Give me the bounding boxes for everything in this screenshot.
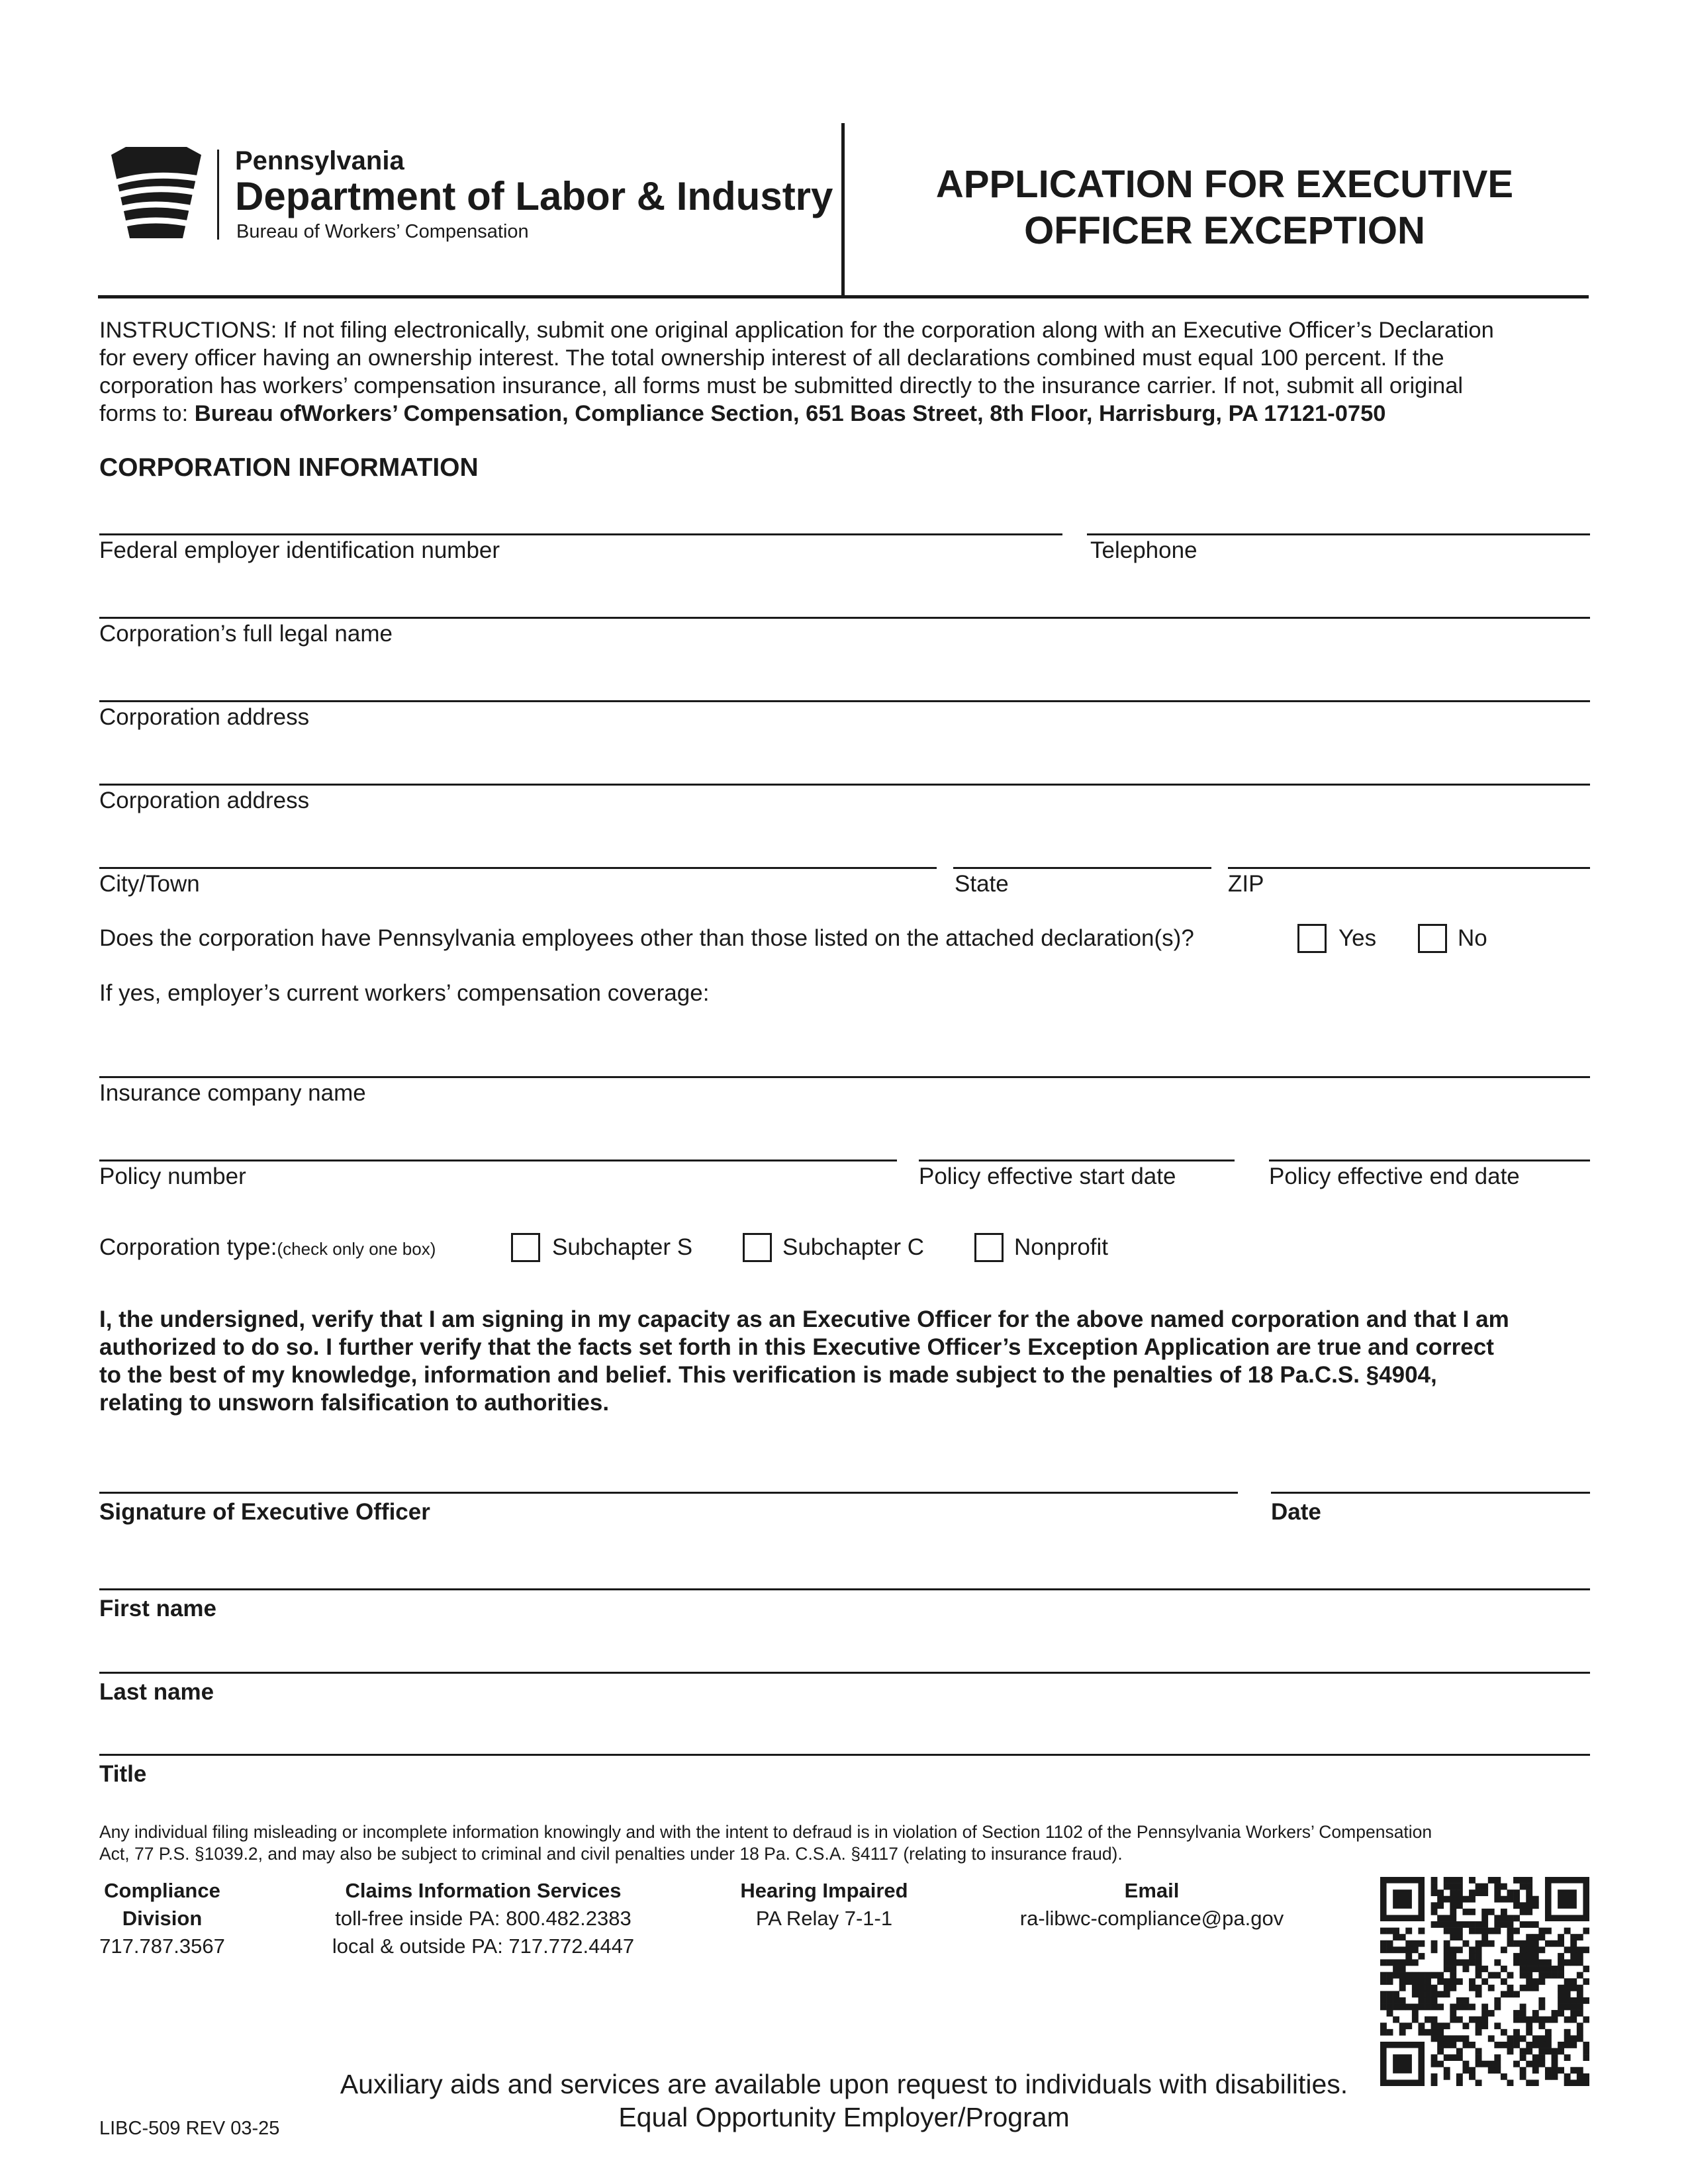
- form-title-line2: OFFICER EXCEPTION: [1024, 209, 1425, 252]
- first-name-line: [99, 1588, 1590, 1590]
- fraud-disclaimer: [99, 1821, 1432, 1865]
- instructions-line2: for every officer having an ownership interest. The total ownership interest of all declarations combined must equal 100 percent. If the: [99, 345, 1444, 371]
- telephone-label: Telephone: [1090, 537, 1197, 563]
- contact-hearing: [715, 1877, 933, 1933]
- subchapter-s-label: Subchapter S: [552, 1234, 693, 1260]
- fraud-disclaimer-line2: Act, 77 P.S. §1039.2, and may also be subject to criminal and civil penalties under 18 Pa. C.S.A. §4117 (relating to insurance fraud).: [99, 1844, 1123, 1864]
- insurer-input[interactable]: [99, 1043, 1593, 1077]
- org-bureau: Bureau of Workers’ Compensation: [236, 221, 529, 242]
- corporation-type-label: [99, 1234, 436, 1263]
- address1-input[interactable]: [99, 667, 1593, 702]
- legal-name-input[interactable]: [99, 584, 1593, 618]
- org-department: Department of Labor & Industry: [235, 174, 833, 218]
- fraud-disclaimer-line1: Any individual filing misleading or incomplete information knowingly and with the intent to defraud is in violation of Section 1102 of the Pennsylvania Workers’ Compensation: [99, 1822, 1432, 1842]
- last-name-line: [99, 1672, 1590, 1674]
- employees-yes-checkbox[interactable]: [1297, 924, 1327, 953]
- hearing-relay: PA Relay 7-1-1: [755, 1907, 893, 1930]
- address2-line: [99, 784, 1590, 786]
- city-input[interactable]: [99, 834, 939, 868]
- contact-compliance: [83, 1877, 242, 1960]
- state-label: State: [955, 871, 1009, 897]
- insurer-label: Insurance company name: [99, 1080, 366, 1106]
- coverage-prompt: If yes, employer’s current workers’ compensation coverage:: [99, 980, 710, 1006]
- signature-input[interactable]: [99, 1459, 1241, 1493]
- nonprofit-label: Nonprofit: [1014, 1234, 1109, 1260]
- date-input[interactable]: [1271, 1459, 1593, 1493]
- employees-yes-label: Yes: [1338, 925, 1377, 951]
- auxiliary-aids-notice: Auxiliary aids and services are available upon request to individuals with disabilities.: [340, 2069, 1348, 2099]
- policy-end-line: [1269, 1160, 1590, 1161]
- bureau-address: Bureau ofWorkers’ Compensation, Compliance Section, 651 Boas Street, 8th Floor, Harrisburg, PA 17121-0750: [194, 401, 1386, 426]
- subchapter-c-checkbox[interactable]: [743, 1233, 772, 1262]
- policy-start-input[interactable]: [919, 1126, 1237, 1161]
- claims-toll-free: toll-free inside PA: 800.482.2383: [335, 1907, 632, 1930]
- policy-number-label: Policy number: [99, 1163, 246, 1189]
- subchapter-s-checkbox[interactable]: [511, 1233, 540, 1262]
- email-title: Email: [1124, 1879, 1180, 1902]
- title-line: [99, 1754, 1590, 1756]
- qr-code-icon: [1380, 1877, 1589, 2086]
- verification-line1: I, the undersigned, verify that I am signing in my capacity as an Executive Officer for the above named corporation and that I am: [99, 1306, 1509, 1332]
- section-title-corporation: CORPORATION INFORMATION: [99, 453, 479, 482]
- corporation-type-note: (check only one box): [277, 1239, 436, 1259]
- signature-line: [99, 1492, 1238, 1494]
- logo-divider: [217, 150, 219, 240]
- compliance-title-1: Compliance: [104, 1879, 220, 1902]
- employees-question: Does the corporation have Pennsylvania employees other than those listed on the attached declaration(s)?: [99, 925, 1194, 951]
- instructions: [99, 316, 1590, 428]
- verification-line4: relating to unsworn falsification to authorities.: [99, 1390, 610, 1416]
- header-vertical-divider: [841, 123, 845, 296]
- insurer-line: [99, 1076, 1590, 1078]
- corporation-type-text: Corporation type:: [99, 1234, 277, 1260]
- policy-start-line: [919, 1160, 1235, 1161]
- date-line: [1271, 1492, 1590, 1494]
- address2-label: Corporation address: [99, 788, 310, 813]
- last-name-input[interactable]: [99, 1639, 1593, 1673]
- legal-name-label: Corporation’s full legal name: [99, 621, 393, 647]
- policy-end-label: Policy effective end date: [1269, 1163, 1520, 1189]
- header-rule: [98, 295, 1589, 298]
- claims-title: Claims Information Services: [345, 1879, 622, 1902]
- policy-number-input[interactable]: [99, 1126, 900, 1161]
- subchapter-c-label: Subchapter C: [782, 1234, 925, 1260]
- state-input[interactable]: [953, 834, 1214, 868]
- compliance-title-2: Division: [122, 1907, 203, 1930]
- keystone-logo-icon: [106, 147, 207, 240]
- equal-opportunity-notice: Equal Opportunity Employer/Program: [618, 2102, 1070, 2132]
- address1-label: Corporation address: [99, 704, 310, 730]
- employees-no-checkbox[interactable]: [1418, 924, 1447, 953]
- address1-line: [99, 700, 1590, 702]
- policy-number-line: [99, 1160, 897, 1161]
- verification-line2: authorized to do so. I further verify that the facts set forth in this Executive Officer’s Exception Application are true and correct: [99, 1334, 1494, 1360]
- verification-statement: [99, 1306, 1509, 1417]
- zip-label: ZIP: [1228, 871, 1264, 897]
- title-input[interactable]: [99, 1721, 1593, 1755]
- telephone-line: [1087, 533, 1590, 535]
- contact-claims: [298, 1877, 669, 1960]
- instructions-line3: corporation has workers’ compensation insurance, all forms must be submitted directly to the insurance carrier. If not, submit all original: [99, 373, 1464, 398]
- zip-line: [1228, 867, 1590, 869]
- form-title-line1: APPLICATION FOR EXECUTIVE: [935, 163, 1514, 206]
- fein-input[interactable]: [99, 500, 1065, 535]
- title-label: Title: [99, 1761, 147, 1787]
- form-title: [861, 161, 1589, 254]
- claims-local: local & outside PA: 717.772.4447: [332, 1934, 635, 1958]
- state-line: [953, 867, 1211, 869]
- city-line: [99, 867, 937, 869]
- fein-line: [99, 533, 1062, 535]
- telephone-input[interactable]: [1087, 500, 1593, 535]
- last-name-label: Last name: [99, 1679, 214, 1705]
- address2-input[interactable]: [99, 751, 1593, 785]
- city-label: City/Town: [99, 871, 200, 897]
- form-id: LIBC-509 REV 03-25: [99, 2118, 280, 2139]
- policy-start-label: Policy effective start date: [919, 1163, 1176, 1189]
- policy-end-input[interactable]: [1269, 1126, 1593, 1161]
- nonprofit-checkbox[interactable]: [974, 1233, 1004, 1262]
- org-state: Pennsylvania: [235, 146, 404, 175]
- verification-line3: to the best of my knowledge, information and belief. This verification is made subject to the penalties of 18 Pa.C.S. §4904,: [99, 1362, 1437, 1388]
- email-address[interactable]: ra-libwc-compliance@pa.gov: [1019, 1907, 1284, 1930]
- employees-no-label: No: [1458, 925, 1487, 951]
- first-name-input[interactable]: [99, 1555, 1593, 1590]
- compliance-phone: 717.787.3567: [99, 1934, 225, 1958]
- instructions-line1: INSTRUCTIONS: If not filing electronically, submit one original application for the corporation along with an Executive Officer’s Declaration: [99, 318, 1494, 343]
- first-name-label: First name: [99, 1596, 216, 1621]
- date-label: Date: [1271, 1499, 1321, 1525]
- signature-label: Signature of Executive Officer: [99, 1499, 430, 1525]
- contact-email: [973, 1877, 1331, 1933]
- fein-label: Federal employer identification number: [99, 537, 500, 563]
- instructions-line4: [99, 400, 1590, 428]
- zip-input[interactable]: [1228, 834, 1593, 868]
- legal-name-line: [99, 617, 1590, 619]
- instructions-forms-to: forms to:: [99, 401, 195, 426]
- hearing-title: Hearing Impaired: [740, 1879, 908, 1902]
